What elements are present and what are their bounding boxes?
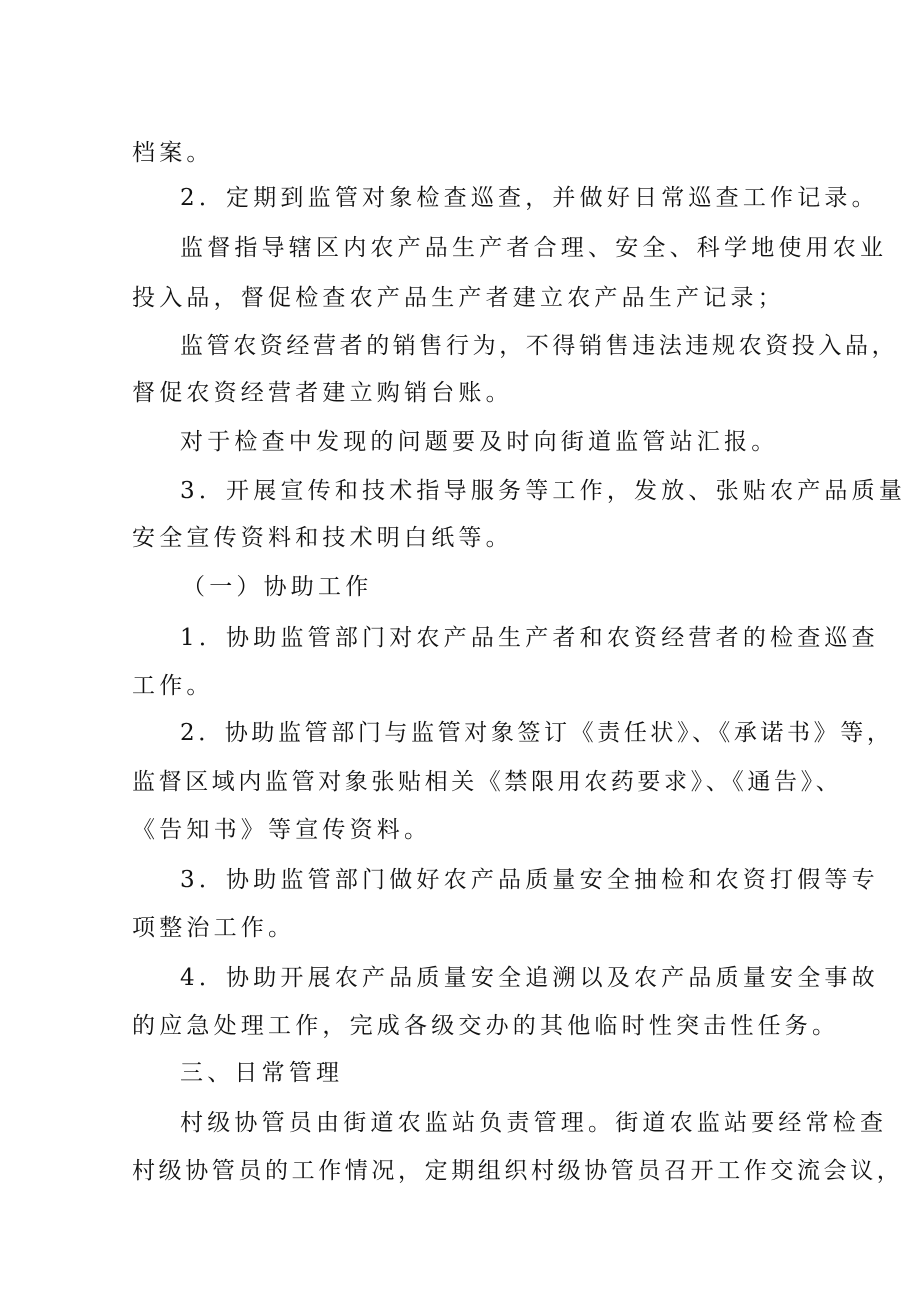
text-line-2: 2．定期到监管对象检查巡查，并做好日常巡查工作记录。 — [180, 185, 879, 211]
text-line-20: 三、日常管理 — [180, 1060, 344, 1086]
text-line-16: 3．协助监管部门做好农产品质量安全抽检和农资打假等专 — [180, 867, 879, 893]
text-line-12: 工作。 — [132, 673, 214, 699]
text-line-5: 监管农资经营者的销售行为，不得销售违法违规农资投入品， — [180, 333, 899, 359]
text-line-10: （一）协助工作 — [182, 574, 373, 600]
text-line-18: 4．协助开展农产品质量安全追溯以及农产品质量安全事故 — [180, 965, 879, 991]
text-line-21: 村级协管员由街道农监站负责管理。街道农监站要经常检查 — [180, 1110, 888, 1136]
text-line-8: 3．开展宣传和技术指导服务等工作，发放、张贴农产品质量 — [180, 478, 907, 504]
text-line-3: 监督指导辖区内农产品生产者合理、安全、科学地使用农业 — [180, 235, 888, 261]
text-line-6: 督促农资经营者建立购销台账。 — [132, 380, 513, 406]
text-line-17: 项整治工作。 — [132, 915, 296, 941]
text-line-13: 2．协助监管部门与监管对象签订《责任状》、《承诺书》等， — [180, 720, 894, 746]
text-line-7: 对于检查中发现的问题要及时向街道监管站汇报。 — [180, 429, 779, 455]
text-line-4: 投入品，督促检查农产品生产者建立农产品生产记录； — [132, 285, 785, 311]
text-line-1: 档案。 — [132, 140, 214, 166]
text-line-19: 的应急处理工作，完成各级交办的其他临时性突击性任务。 — [132, 1013, 840, 1039]
text-line-22: 村级协管员的工作情况，定期组织村级协管员召开工作交流会议， — [132, 1158, 904, 1184]
text-line-9: 安全宣传资料和技术明白纸等。 — [132, 525, 513, 551]
text-line-14: 监督区域内监管对象张贴相关《禁限用农药要求》、《通告》、 — [132, 769, 843, 795]
text-line-11: 1．协助监管部门对农产品生产者和农资经营者的检查巡查 — [180, 625, 879, 651]
text-line-15: 《告知书》等宣传资料。 — [132, 817, 432, 843]
